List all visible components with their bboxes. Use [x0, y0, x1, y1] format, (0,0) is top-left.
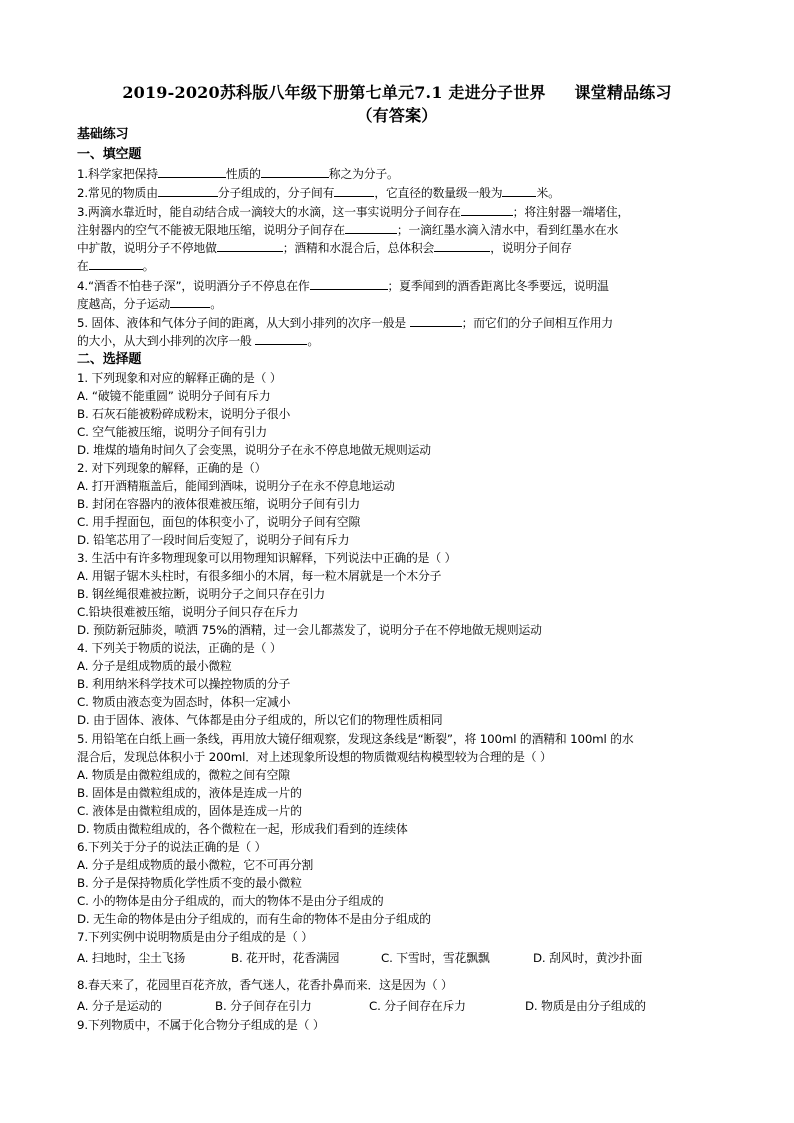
- fill-q4-text-1b: ；夏季闻到的酒香距离比冬季要远，说明温: [387, 279, 609, 293]
- fill-q3-line-1: [77, 203, 727, 221]
- choice-q2-option-a: A. 打开酒精瓶盖后，能闻到酒味，说明分子在永不停息地运动: [77, 479, 395, 493]
- choice-q5-option-d: D. 物质由微粒组成的，各个微粒在一起，形成我们看到的连续体: [77, 822, 408, 836]
- fill-q3-text-2b: ；一滴红墨水滴入清水中，看到红墨水在水: [396, 223, 619, 237]
- choice-q8-stem: 8.春天来了，花园里百花齐放，香气迷人，花香扑鼻而来．这是因为（ ）: [77, 978, 453, 992]
- fill-q5-blank-1: [410, 314, 462, 327]
- fill-q3-blank-5: [89, 257, 143, 270]
- fill-q4-text-2b: 。: [210, 297, 222, 311]
- choice-q5-stem-2: 混合后，发现总体积小于 200ml．对上述现象所设想的物质微观结构模型较为合理的是（ ）: [77, 750, 552, 764]
- choice-q8-option-a: A. 分子是运动的: [77, 999, 162, 1013]
- document-subtitle: （有答案）: [356, 106, 438, 125]
- choice-q7-options: [77, 950, 727, 967]
- fill-q2-text-b: 分子组成的，分子间有: [217, 186, 335, 200]
- choice-q6-option-b: B. 分子是保持物质化学性质不变的最小微粒: [77, 876, 302, 890]
- choice-q5-option-b: B. 固体是由微粒组成的，液体是连成一片的: [77, 786, 302, 800]
- choice-q3-stem: 3. 生活中有许多物理现象可以用物理知识解释，下列说法中正确的是（ ）: [77, 551, 457, 565]
- choice-q2-option-b: B. 封闭在容器内的液体很难被压缩，说明分子间有引力: [77, 497, 361, 511]
- choice-q3-option-a: A. 用锯子锯木头柱时，有很多细小的木屑，每一粒木屑就是一个木分子: [77, 569, 442, 583]
- fill-q4-blank-1: [310, 277, 388, 290]
- choice-q4-option-c: C. 物质由液态变为固态时，体积一定减小: [77, 695, 291, 709]
- fill-q2-text-d: 米。: [536, 186, 560, 200]
- fill-in-heading: 一、填空题: [77, 147, 142, 162]
- fill-q4-line-2: [77, 295, 727, 313]
- fill-q2-text-c: ，它直径的数量级一般为: [374, 186, 503, 200]
- fill-q1-text-c: 称之为分子。: [328, 167, 399, 181]
- fill-q1-text-a: 1.科学家把保持: [77, 167, 158, 181]
- choice-q9-stem: 9.下列物质中，不属于化合物分子组成的是（ ）: [77, 1018, 325, 1032]
- fill-q3-text-3b: ；酒精和水混合后，总体积会: [282, 241, 435, 255]
- fill-q1-blank-2: [261, 165, 329, 178]
- fill-q4-blank-2: [170, 295, 210, 308]
- fill-q1: [77, 165, 727, 183]
- fill-q3-text-1b: ；将注射器一端堵住，: [512, 205, 630, 219]
- choice-q8-options: [77, 998, 727, 1015]
- choice-q5-stem-1: 5. 用铅笔在白纸上画一条线，再用放大镜仔细观察，发现这条线是“断裂”，将 100ml 的酒精和 100ml 的水: [77, 732, 634, 746]
- fill-q3-blank-2: [345, 221, 397, 234]
- choice-q8-option-d: D. 物质是由分子组成的: [525, 999, 646, 1013]
- fill-q2-blank-3: [502, 184, 536, 197]
- fill-q5-blank-2: [255, 332, 307, 345]
- choice-q7-option-a: A. 扫地时，尘土飞扬: [77, 951, 186, 965]
- choice-q4-option-b: B. 利用纳米科学技术可以操控物质的分子: [77, 677, 291, 691]
- choice-q3-option-b: B. 钢丝绳很难被拉断，说明分子之间只存在引力: [77, 587, 326, 601]
- fill-q3-text-4b: 。: [142, 259, 155, 273]
- choice-q2-option-d: D. 铅笔芯用了一段时间后变短了，说明分子间有斥力: [77, 533, 350, 547]
- choice-q2-option-c: C. 用手捏面包，面包的体积变小了，说明分子间有空隙: [77, 515, 361, 529]
- choice-q3-option-c: C.铅块很难被压缩，说明分子间只存在斥力: [77, 605, 299, 619]
- fill-q3-text-3c: ，说明分子间存: [490, 241, 572, 255]
- fill-q3-text-3a: 中扩散，说明分子不停地做: [77, 241, 217, 255]
- choice-q1-option-a: A. “破镜不能重圆” 说明分子间有斥力: [77, 389, 271, 403]
- document-title: 2019-2020苏科版八年级下册第七单元7.1 走进分子世界 课堂精品练习: [122, 83, 672, 102]
- fill-q5-line-2: [77, 332, 727, 350]
- choice-q7-option-c: C. 下雪时，雪花飘飘: [381, 951, 490, 965]
- choice-q8-option-c: C. 分子间存在斥力: [369, 999, 466, 1013]
- choice-q1-option-b: B. 石灰石能被粉碎成粉末，说明分子很小: [77, 407, 291, 421]
- fill-q3-text-2a: 注射器内的空气不能被无限地压缩，说明分子间存在: [77, 223, 345, 237]
- choice-q1-option-c: C. 空气能被压缩，说明分子间有引力: [77, 425, 267, 439]
- fill-q3-line-3: [77, 239, 727, 257]
- choice-q7-option-b: B. 花开时，花香满园: [231, 951, 340, 965]
- choice-q1-stem: 1. 下列现象和对应的解释正确的是（ ）: [77, 371, 282, 385]
- choice-q4-option-d: D. 由于固体、液体、气体都是由分子组成的，所以它们的物理性质相同: [77, 713, 443, 727]
- fill-q5-text-1a: 5. 固体、液体和气体分子间的距离，从大到小排列的次序一般是: [77, 316, 410, 330]
- choice-heading: 二、选择题: [77, 352, 142, 367]
- fill-q1-text-b: 性质的: [225, 167, 261, 181]
- choice-q8-option-b: B. 分子间存在引力: [215, 999, 312, 1013]
- fill-q3-text-1a: 3.两滴水靠近时，能自动结合成一滴较大的水滴，这一事实说明分子间存在: [77, 205, 461, 219]
- fill-q3-text-4a: 在: [77, 259, 89, 273]
- fill-q5-text-2b: 。: [307, 334, 319, 348]
- fill-q3-blank-1: [461, 203, 513, 216]
- choice-q1-option-d: D. 堆煤的墙角时间久了会变黑，说明分子在永不停息地做无规则运动: [77, 443, 431, 457]
- choice-q5-option-c: C. 液体是由微粒组成的，固体是连成一片的: [77, 804, 302, 818]
- fill-q3-blank-3: [217, 239, 283, 252]
- choice-q7-stem: 7.下列实例中说明物质是由分子组成的是（ ）: [77, 930, 313, 944]
- choice-q6-option-d: D. 无生命的物体是由分子组成的，而有生命的物体不是由分子组成的: [77, 912, 431, 926]
- choice-q4-option-a: A. 分子是组成物质的最小微粒: [77, 659, 232, 673]
- choice-q6-option-a: A. 分子是组成物质的最小微粒，它不可再分割: [77, 858, 314, 872]
- fill-q4-text-2a: 度越高，分子运动: [77, 297, 171, 311]
- fill-q4-text-1a: 4.“酒香不怕巷子深”，说明酒分子不停息在作: [77, 279, 310, 293]
- choice-q5-option-a: A. 物质是由微粒组成的，微粒之间有空隙: [77, 768, 290, 782]
- fill-q3-blank-4: [434, 239, 490, 252]
- fill-q3-line-4: [77, 257, 727, 275]
- choice-q7-option-d: D. 刮风时，黄沙扑面: [533, 951, 643, 965]
- choice-q6-option-c: C. 小的物体是由分子组成的，而大的物体不是由分子组成的: [77, 894, 384, 908]
- fill-q2-blank-1: [158, 184, 218, 197]
- section-basic-heading: 基础练习: [77, 127, 129, 142]
- fill-q2: [77, 184, 727, 202]
- fill-q4-line-1: [77, 277, 727, 295]
- fill-q5-text-1b: ；而它们的分子间相互作用力: [461, 316, 614, 330]
- fill-q2-blank-2: [334, 184, 374, 197]
- choice-q6-stem: 6.下列关于分子的说法正确的是（ ）: [77, 840, 267, 854]
- fill-q5-line-1: [77, 314, 727, 332]
- choice-q4-stem: 4. 下列关于物质的说法，正确的是（ ）: [77, 641, 282, 655]
- fill-q5-text-2a: 的大小，从大到小排列的次序一般: [77, 334, 256, 348]
- fill-q2-text-a: 2.常见的物质由: [77, 186, 158, 200]
- choice-q3-option-d: D. 预防新冠肺炎，喷洒 75%的酒精，过一会儿都蒸发了，说明分子在不停地做无规则运动: [77, 623, 542, 637]
- fill-q3-line-2: [77, 221, 727, 239]
- fill-q1-blank-1: [158, 165, 226, 178]
- choice-q2-stem: 2. 对下列现象的解释，正确的是（）: [77, 461, 267, 475]
